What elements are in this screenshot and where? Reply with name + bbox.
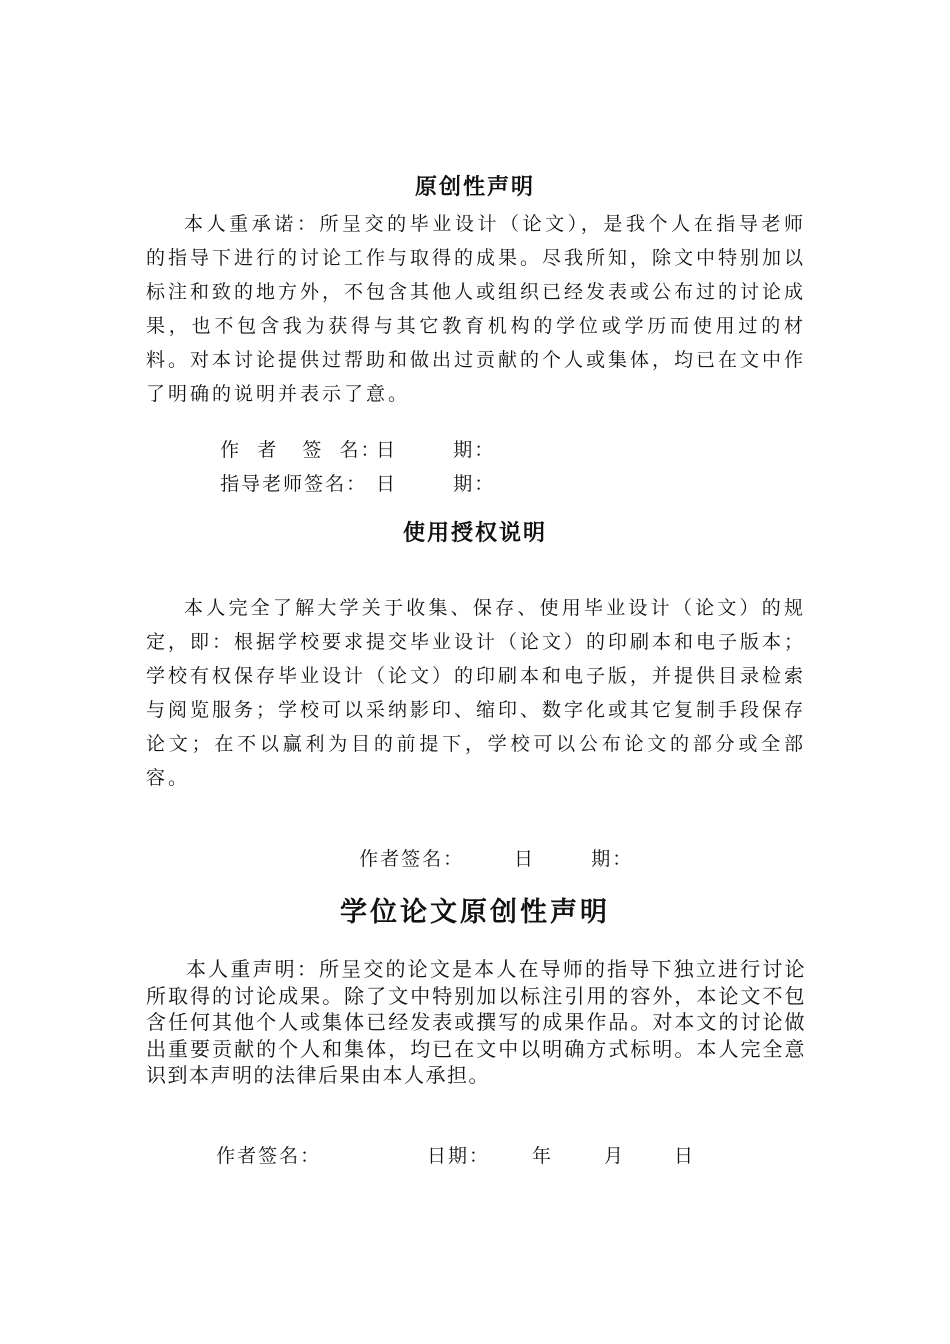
authorization-date-label: 日 期： xyxy=(514,848,634,870)
originality-statement-body: 本人重承诺：所呈交的毕业设计（论文），是我个人在指导老师的指导下进行的讨论工作与取得的成果。尽我所知，除文中特别加以标注和致的地方外，不包含其他人或组织已经发表或公布过的讨论成果，也不包含我为获得与其它教育机构的学位或学历而使用过的材料。对本讨论提供过帮助和做出过贡献的个人或集体，均已在文中作了明确的说明并表示了意。 xyxy=(146,213,807,405)
thesis-originality-title: 学位论文原创性声明 xyxy=(340,897,610,928)
authorization-title: 使用授权说明 xyxy=(402,520,547,546)
originality-statement-title: 原创性声明 xyxy=(414,174,535,200)
thesis-year-label: 年 xyxy=(532,1145,554,1167)
author-signature-label: 作 者 签 名： xyxy=(220,439,382,461)
advisor-signature-label: 指导老师签名： xyxy=(220,473,368,495)
author-date-label: 日 期： xyxy=(376,439,496,461)
authorization-signature-line xyxy=(327,822,634,893)
advisor-date-label: 日 期： xyxy=(376,473,496,495)
thesis-date-label: 日期： xyxy=(427,1145,491,1167)
thesis-originality-body: 本人重声明：所呈交的论文是本人在导师的指导下独立进行讨论所取得的讨论成果。除了文中特别加以标注引用的容外，本论文不包含任何其他个人或集体已经发表或撰写的成果作品。对本文的讨论做出重要贡献的个人和集体，均已在文中以明确方式标明。本人完全意识到本声明的法律后果由本人承担。 xyxy=(146,957,806,1087)
thesis-day-label: 日 xyxy=(674,1145,696,1167)
thesis-signature-label: 作者签名： xyxy=(216,1145,322,1167)
authorization-signature-label: 作者签名： xyxy=(359,848,465,870)
thesis-month-label: 月 xyxy=(604,1145,626,1167)
thesis-signature-line xyxy=(184,1119,696,1190)
authorization-body: 本人完全了解大学关于收集、保存、使用毕业设计（论文）的规定，即：根据学校要求提交毕业设计（论文）的印刷本和电子版本；学校有权保存毕业设计（论文）的印刷本和电子版，并提供目录检索与阅览服务；学校可以采纳影印、缩印、数字化或其它复制手段保存论文；在不以赢利为目的前提下，学校可以公布论文的部分或全部容。 xyxy=(146,597,807,789)
advisor-signature-line xyxy=(188,447,496,518)
